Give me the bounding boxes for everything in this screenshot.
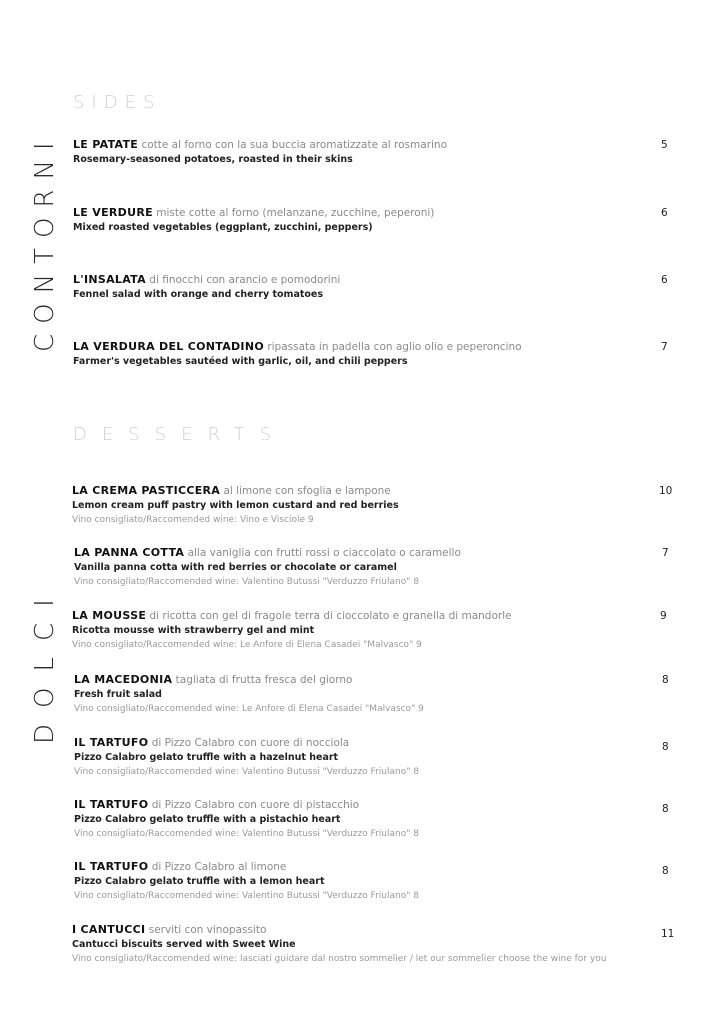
item-english-desc: Mixed roasted vegetables (eggplant, zucchini, peppers) xyxy=(73,222,373,233)
item-wine-pairing: Vino consigliato/Raccomended wine: Valentino Butussi "Verduzzo Friulano" 8 xyxy=(74,891,419,901)
desserts-section-title: DESSERTS xyxy=(73,424,287,445)
item-price: 5 xyxy=(661,139,668,151)
menu-item-insalata xyxy=(73,273,673,302)
item-english-desc: Farmer's vegetables sautéed with garlic, oil, and chili peppers xyxy=(73,356,408,367)
item-italian-desc: di Pizzo Calabro con cuore di nocciola xyxy=(151,737,350,749)
menu-item-le-patate xyxy=(73,138,673,167)
item-english-desc: Cantucci biscuits served with Sweet Wine xyxy=(72,939,296,950)
item-english-desc: Vanilla panna cotta with red berries or chocolate or caramel xyxy=(74,562,397,573)
item-italian-desc: alla vaniglia con frutti rossi o ciaccolato o caramello xyxy=(187,547,461,559)
contorni-vertical-label: CONTORNI xyxy=(30,132,60,352)
item-wine-pairing: Vino consigliato/Raccomended wine: Le Anfore di Elena Casadei "Malvasco" 9 xyxy=(72,640,422,650)
menu-item-macedonia xyxy=(74,673,674,716)
item-english-desc: Pizzo Calabro gelato truffle with a pistachio heart xyxy=(74,814,341,825)
item-name: LA PANNA COTTA xyxy=(74,546,185,559)
item-english-desc: Ricotta mousse with strawberry gel and mint xyxy=(72,625,315,636)
item-english-desc: Pizzo Calabro gelato truffle with a hazelnut heart xyxy=(74,752,339,763)
item-name: LA MACEDONIA xyxy=(74,673,173,686)
menu-item-verdura-contadino xyxy=(73,340,673,369)
item-english-desc: Pizzo Calabro gelato truffle with a lemon heart xyxy=(74,876,325,887)
item-wine-pairing: Vino consigliato/Raccomended wine: Valentino Butussi "Verduzzo Friulano" 8 xyxy=(74,577,419,587)
item-italian-desc: di finocchi con arancio e pomodorini xyxy=(149,274,341,286)
item-name: LE PATATE xyxy=(73,138,139,151)
item-english-desc: Fresh fruit salad xyxy=(74,689,162,700)
item-name: L'INSALATA xyxy=(73,273,146,286)
menu-item-mousse xyxy=(72,609,672,652)
item-italian-desc: miste cotte al forno (melanzane, zucchine, peperoni) xyxy=(156,207,435,219)
item-italian-desc: di Pizzo Calabro con cuore di pistacchio xyxy=(151,799,360,811)
sides-section-title: SIDES xyxy=(73,92,162,113)
item-price: 10 xyxy=(659,485,673,497)
item-name: LE VERDURE xyxy=(73,206,153,219)
item-price: 8 xyxy=(662,803,669,815)
item-name: LA VERDURA DEL CONTADINO xyxy=(73,340,264,353)
menu-item-tartufo-limone xyxy=(74,860,674,903)
item-price: 8 xyxy=(662,741,669,753)
item-price: 7 xyxy=(661,341,668,353)
item-italian-desc: ripassata in padella con aglio olio e peperoncino xyxy=(267,341,522,353)
item-english-desc: Lemon cream puff pastry with lemon custard and red berries xyxy=(72,500,399,511)
item-price: 9 xyxy=(660,610,667,622)
item-italian-desc: serviti con vinopassito xyxy=(148,924,267,936)
item-price: 7 xyxy=(662,547,669,559)
item-wine-pairing: Vino consigliato/Raccomended wine: Valentino Butussi "Verduzzo Friulano" 8 xyxy=(74,829,419,839)
item-italian-desc: cotte al forno con la sua buccia aromatizzate al rosmarino xyxy=(141,139,448,151)
item-english-desc: Fennel salad with orange and cherry tomatoes xyxy=(73,289,324,300)
menu-item-crema-pasticcera xyxy=(72,484,672,527)
item-italian-desc: al limone con sfoglia e lampone xyxy=(223,485,391,497)
item-italian-desc: tagliata di frutta fresca del giorno xyxy=(175,674,353,686)
item-name: IL TARTUFO xyxy=(74,736,149,749)
item-price: 8 xyxy=(662,865,669,877)
item-name: IL TARTUFO xyxy=(74,860,149,873)
item-price: 6 xyxy=(661,207,668,219)
item-english-desc: Rosemary-seasoned potatoes, roasted in their skins xyxy=(73,154,353,165)
item-wine-pairing: Vino consigliato/Raccomended wine: lasciati guidare dal nostro sommelier / let our sommelier choose the wine for you xyxy=(72,954,607,964)
item-price: 6 xyxy=(661,274,668,286)
item-wine-pairing: Vino consigliato/Raccomended wine: Le Anfore di Elena Casadei "Malvasco" 9 xyxy=(74,704,424,714)
menu-item-tartufo-nocciola xyxy=(74,736,674,779)
menu-item-le-verdure xyxy=(73,206,673,235)
menu-item-cantucci xyxy=(72,923,675,966)
item-name: IL TARTUFO xyxy=(74,798,149,811)
item-name: I CANTUCCI xyxy=(72,923,146,936)
menu-item-tartufo-pistacchio xyxy=(74,798,674,841)
item-italian-desc: di Pizzo Calabro al limone xyxy=(151,861,287,873)
item-name: LA MOUSSE xyxy=(72,609,147,622)
item-wine-pairing: Vino consigliato/Raccomended wine: Vino e Visciole 9 xyxy=(72,515,314,525)
item-price: 8 xyxy=(662,674,669,686)
item-name: LA CREMA PASTICCERA xyxy=(72,484,221,497)
dolci-vertical-label: DOLCI xyxy=(30,583,60,744)
item-price: 11 xyxy=(661,928,675,940)
item-wine-pairing: Vino consigliato/Raccomended wine: Valentino Butussi "Verduzzo Friulano" 8 xyxy=(74,767,419,777)
item-italian-desc: di ricotta con gel di fragole terra di cioccolato e granella di mandorle xyxy=(149,610,512,622)
menu-item-panna-cotta xyxy=(74,546,674,589)
